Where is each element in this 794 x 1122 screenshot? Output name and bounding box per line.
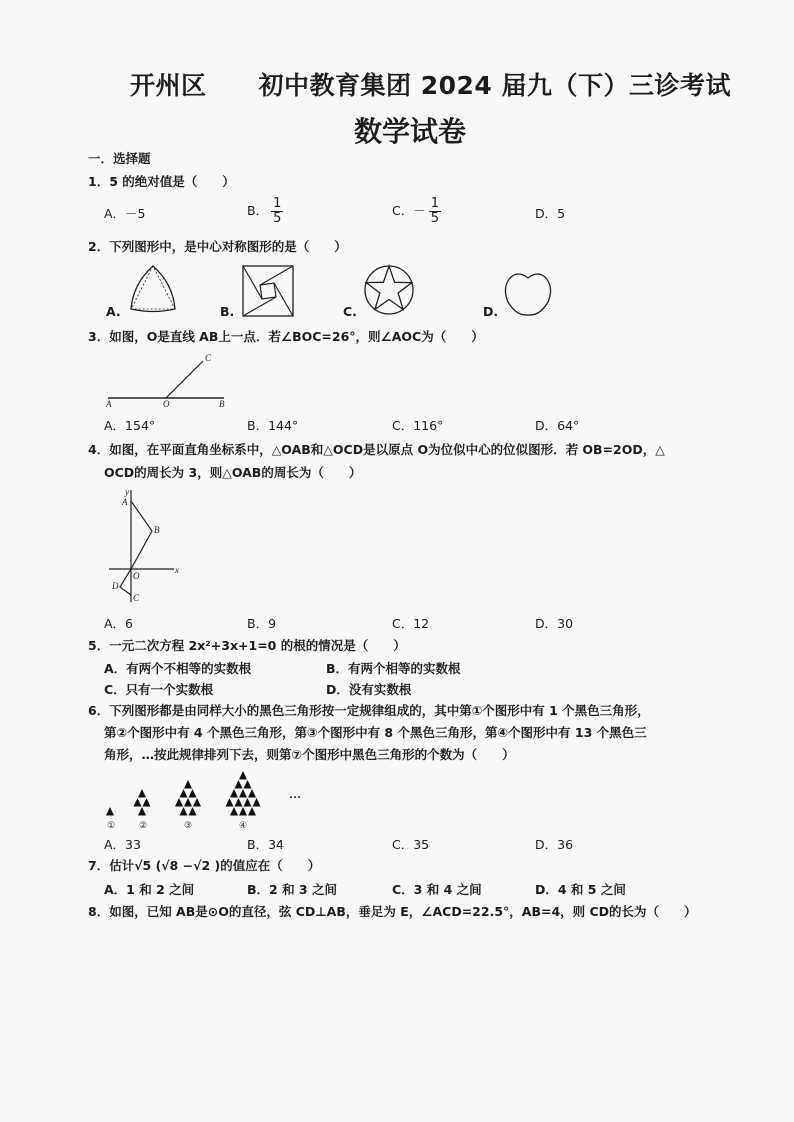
denominator: 5 — [430, 211, 440, 226]
black-triangle — [244, 780, 252, 789]
ellipsis: … — [289, 787, 301, 801]
point-b-label: B — [154, 525, 160, 535]
black-triangle — [253, 798, 261, 807]
q6-option-b[interactable]: B．34 — [247, 837, 284, 852]
point-d-label: D — [112, 581, 119, 591]
question-6-stem-line1: 6．下列图形都是由同样大小的黑色三角形按一定规律组成的，其中第①个图形中有 1 个黑色三角形， — [88, 703, 650, 718]
black-triangle — [235, 798, 243, 807]
point-o-label: O — [163, 399, 170, 409]
question-2-stem: 2．下列图形中，是中心对称图形的是（ ） — [88, 239, 347, 254]
heart-like-figure — [504, 272, 552, 316]
black-triangle — [106, 807, 114, 816]
q2-option-c[interactable]: C. — [343, 304, 357, 319]
q1-option-c-label: C．－ — [392, 203, 426, 218]
q4-option-c[interactable]: C．12 — [392, 616, 430, 631]
point-a-label: A — [106, 399, 112, 409]
question-3-stem: 3．如图，O是直线 AB上一点．若∠BOC=26°，则∠AOC为（ ） — [88, 329, 484, 344]
q3-option-c[interactable]: C．116° — [392, 418, 444, 433]
section-heading: 一．选择题 — [88, 151, 151, 166]
black-triangle — [138, 807, 146, 816]
reuleaux-triangle-figure — [128, 264, 178, 314]
black-triangle — [180, 789, 188, 798]
black-triangle — [143, 798, 151, 807]
point-a-label: A — [122, 497, 128, 507]
denominator: 5 — [273, 211, 282, 226]
fraction — [271, 197, 283, 226]
point-c-label: C — [133, 593, 140, 603]
q5-option-d[interactable]: D．没有实数根 — [326, 682, 412, 697]
triangle-pattern-figure — [100, 768, 320, 830]
q7-option-d[interactable]: D．4 和 5 之间 — [535, 882, 626, 897]
black-triangle — [239, 807, 247, 816]
black-triangle — [134, 798, 142, 807]
black-triangle — [248, 807, 256, 816]
title-district: 开州区 — [130, 71, 207, 100]
coordinate-figure — [104, 487, 184, 602]
question-4-stem-line2: OCD的周长为 3，则△OAB的周长为（ ） — [104, 465, 362, 480]
black-triangle — [138, 789, 146, 798]
figure-3-label: ③ — [184, 820, 193, 830]
origin-label: O — [133, 571, 140, 581]
q5-option-b[interactable]: B．有两个相等的实数根 — [326, 661, 461, 676]
q1-option-a[interactable]: A．－5 — [104, 206, 146, 221]
pinwheel-square-figure — [242, 265, 294, 317]
point-b-label: B — [219, 399, 225, 409]
q1-option-c[interactable] — [392, 197, 441, 226]
black-triangle — [184, 798, 192, 807]
black-triangle — [248, 789, 256, 798]
black-triangle — [184, 780, 192, 789]
q2-option-d[interactable]: D. — [483, 304, 499, 319]
q7-prefix: 7．估计 — [88, 858, 135, 873]
q3-option-a[interactable]: A．154° — [104, 418, 156, 433]
q5-option-a[interactable]: A．有两个不相等的实数根 — [104, 661, 252, 676]
point-c-label: C — [205, 353, 212, 363]
title-exam: 初中教育集团 2024 届九（下）三诊考试 — [258, 71, 732, 100]
y-axis-label: y — [125, 487, 129, 497]
black-triangle — [189, 789, 197, 798]
black-triangle — [239, 771, 247, 780]
fraction — [429, 197, 441, 226]
question-5-stem: 5．一元二次方程 2x²+3x+1=0 的根的情况是（ ） — [88, 638, 406, 653]
q1-option-b-label: B． — [247, 203, 269, 218]
figure-1-label: ① — [107, 820, 116, 830]
q6-option-a[interactable]: A．33 — [104, 837, 141, 852]
black-triangle — [189, 807, 197, 816]
q2-option-b[interactable]: B. — [220, 304, 235, 319]
q1-option-d[interactable]: D．5 — [535, 206, 566, 221]
q7-option-c[interactable]: C．3 和 4 之间 — [392, 882, 482, 897]
black-triangle — [239, 789, 247, 798]
exam-title — [130, 66, 731, 102]
q4-option-b[interactable]: B．9 — [247, 616, 277, 631]
question-1-stem: 1．5 的绝对值是（ ） — [88, 174, 235, 189]
black-triangle — [180, 807, 188, 816]
question-7-stem — [88, 858, 320, 874]
x-axis-label: x — [175, 565, 179, 575]
black-triangle — [244, 798, 252, 807]
question-4-stem-line1: 4．如图，在平面直角坐标系中，△OAB和△OCD是以原点 O为位似中心的位似图形．若 OB=2OD，△ — [88, 442, 665, 457]
q7-option-b[interactable]: B．2 和 3 之间 — [247, 882, 337, 897]
q4-option-a[interactable]: A．6 — [104, 616, 134, 631]
black-triangle — [226, 798, 234, 807]
question-6-stem-line3: 角形，…按此规律排列下去，则第⑦个图形中黑色三角形的个数为（ ） — [104, 747, 515, 762]
q1-option-b[interactable] — [247, 197, 283, 226]
q3-option-b[interactable]: B．144° — [247, 418, 299, 433]
question-8-stem: 8．如图，已知 AB是⊙O的直径，弦 CD⊥AB，垂足为 E，∠ACD=22.5°，AB=4，则 CD的长为（ ） — [88, 904, 697, 919]
q3-option-d[interactable]: D．64° — [535, 418, 580, 433]
q7-expression: √5 (√8 −√2 ) — [134, 858, 221, 873]
q7-option-a[interactable]: A．1 和 2 之间 — [104, 882, 195, 897]
black-triangle — [230, 807, 238, 816]
black-triangle — [175, 798, 183, 807]
black-triangle — [230, 789, 238, 798]
star-in-circle-figure — [364, 265, 414, 315]
exam-subtitle: 数学试卷 — [353, 115, 466, 148]
question-6-stem-line2: 第②个图形中有 4 个黑色三角形，第③个图形中有 8 个黑色三角形，第④个图形中有 13 个黑色三 — [104, 725, 647, 740]
numerator: 1 — [273, 196, 282, 211]
black-triangle — [235, 780, 243, 789]
q6-option-c[interactable]: C．35 — [392, 837, 430, 852]
q2-option-a[interactable]: A. — [106, 304, 121, 319]
q6-option-d[interactable]: D．36 — [535, 837, 574, 852]
figure-2-label: ② — [139, 820, 148, 830]
angle-figure — [106, 355, 231, 407]
numerator: 1 — [430, 196, 440, 211]
figure-4-label: ④ — [239, 820, 248, 830]
q4-option-d[interactable]: D．30 — [535, 616, 574, 631]
q5-option-c[interactable]: C．只有一个实数根 — [104, 682, 214, 697]
q7-suffix: 的值应在（ ） — [220, 858, 321, 873]
black-triangle — [193, 798, 201, 807]
